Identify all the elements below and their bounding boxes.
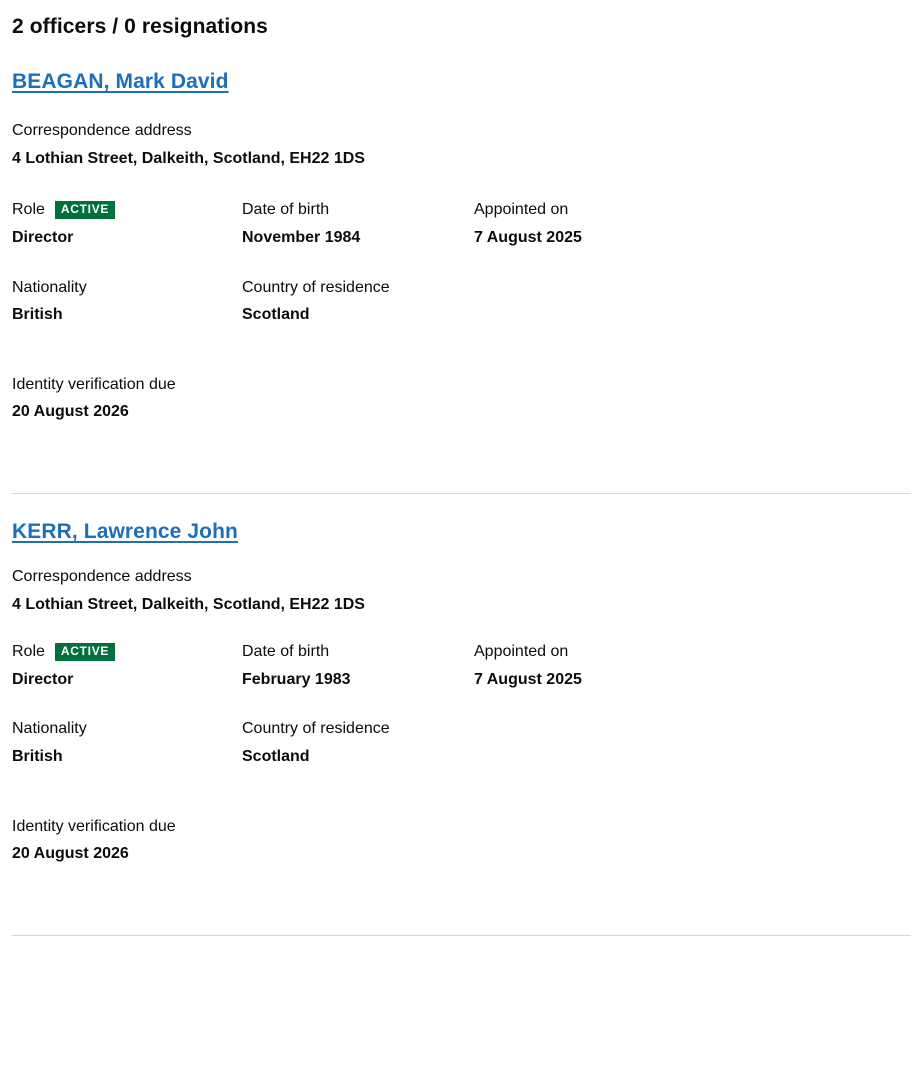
date-of-birth-label: Date of birth [242, 201, 330, 219]
officer-details-row-1 [12, 199, 911, 248]
country-of-residence-value: Scotland [242, 747, 310, 765]
date-of-birth-block [242, 641, 474, 690]
role-block [12, 199, 242, 248]
officer-details-row-1 [12, 641, 911, 690]
correspondence-address-value: 4 Lothian Street, Dalkeith, Scotland, EH22 1DS [12, 595, 365, 613]
date-of-birth-value: February 1983 [242, 670, 351, 688]
officer-card [12, 494, 911, 883]
correspondence-address-value: 4 Lothian Street, Dalkeith, Scotland, EH22 1DS [12, 149, 365, 167]
date-of-birth-label: Date of birth [242, 643, 330, 661]
correspondence-address-block [12, 120, 911, 169]
officer-details-row-2 [12, 277, 911, 326]
identity-verification-label: Identity verification due [12, 375, 176, 393]
identity-verification-block [12, 374, 911, 423]
officer-divider [12, 935, 911, 936]
correspondence-address-label: Correspondence address [12, 568, 192, 585]
officer-name-link[interactable]: KERR, Lawrence John [12, 520, 238, 543]
appointed-on-block [474, 199, 704, 248]
nationality-value: British [12, 747, 63, 765]
identity-verification-label: Identity verification due [12, 817, 176, 835]
spacer [12, 354, 911, 374]
role-label: Role [12, 643, 45, 661]
country-of-residence-block [242, 277, 474, 326]
appointed-on-label: Appointed on [474, 643, 569, 661]
empty-cell [474, 718, 704, 767]
status-badge: ACTIVE [55, 643, 115, 661]
officer-details-row-2 [12, 718, 911, 767]
nationality-block [12, 277, 242, 326]
identity-verification-value: 20 August 2026 [12, 845, 129, 863]
correspondence-address-block [12, 566, 911, 615]
role-value: Director [12, 229, 74, 247]
empty-cell [474, 277, 704, 326]
country-of-residence-label: Country of residence [242, 720, 390, 738]
appointed-on-label: Appointed on [474, 201, 569, 219]
country-of-residence-value: Scotland [242, 306, 310, 324]
nationality-label: Nationality [12, 278, 87, 296]
role-block [12, 641, 242, 690]
country-of-residence-label: Country of residence [242, 278, 390, 296]
appointed-on-block [474, 641, 704, 690]
role-label: Role [12, 201, 45, 219]
status-badge: ACTIVE [55, 201, 115, 219]
appointed-on-value: 7 August 2025 [474, 229, 582, 247]
nationality-value: British [12, 306, 63, 324]
page-title: 2 officers / 0 resignations [12, 15, 268, 38]
correspondence-address-label: Correspondence address [12, 122, 192, 140]
nationality-block [12, 718, 242, 767]
country-of-residence-block [242, 718, 474, 767]
role-value: Director [12, 670, 74, 688]
officer-card [12, 70, 911, 441]
date-of-birth-value: November 1984 [242, 229, 361, 247]
identity-verification-value: 20 August 2026 [12, 403, 129, 421]
appointed-on-value: 7 August 2025 [474, 670, 582, 688]
date-of-birth-block [242, 199, 474, 248]
identity-verification-block [12, 816, 911, 865]
nationality-label: Nationality [12, 720, 87, 738]
officer-name-link[interactable]: BEAGAN, Mark David [12, 70, 229, 94]
spacer [12, 796, 911, 816]
